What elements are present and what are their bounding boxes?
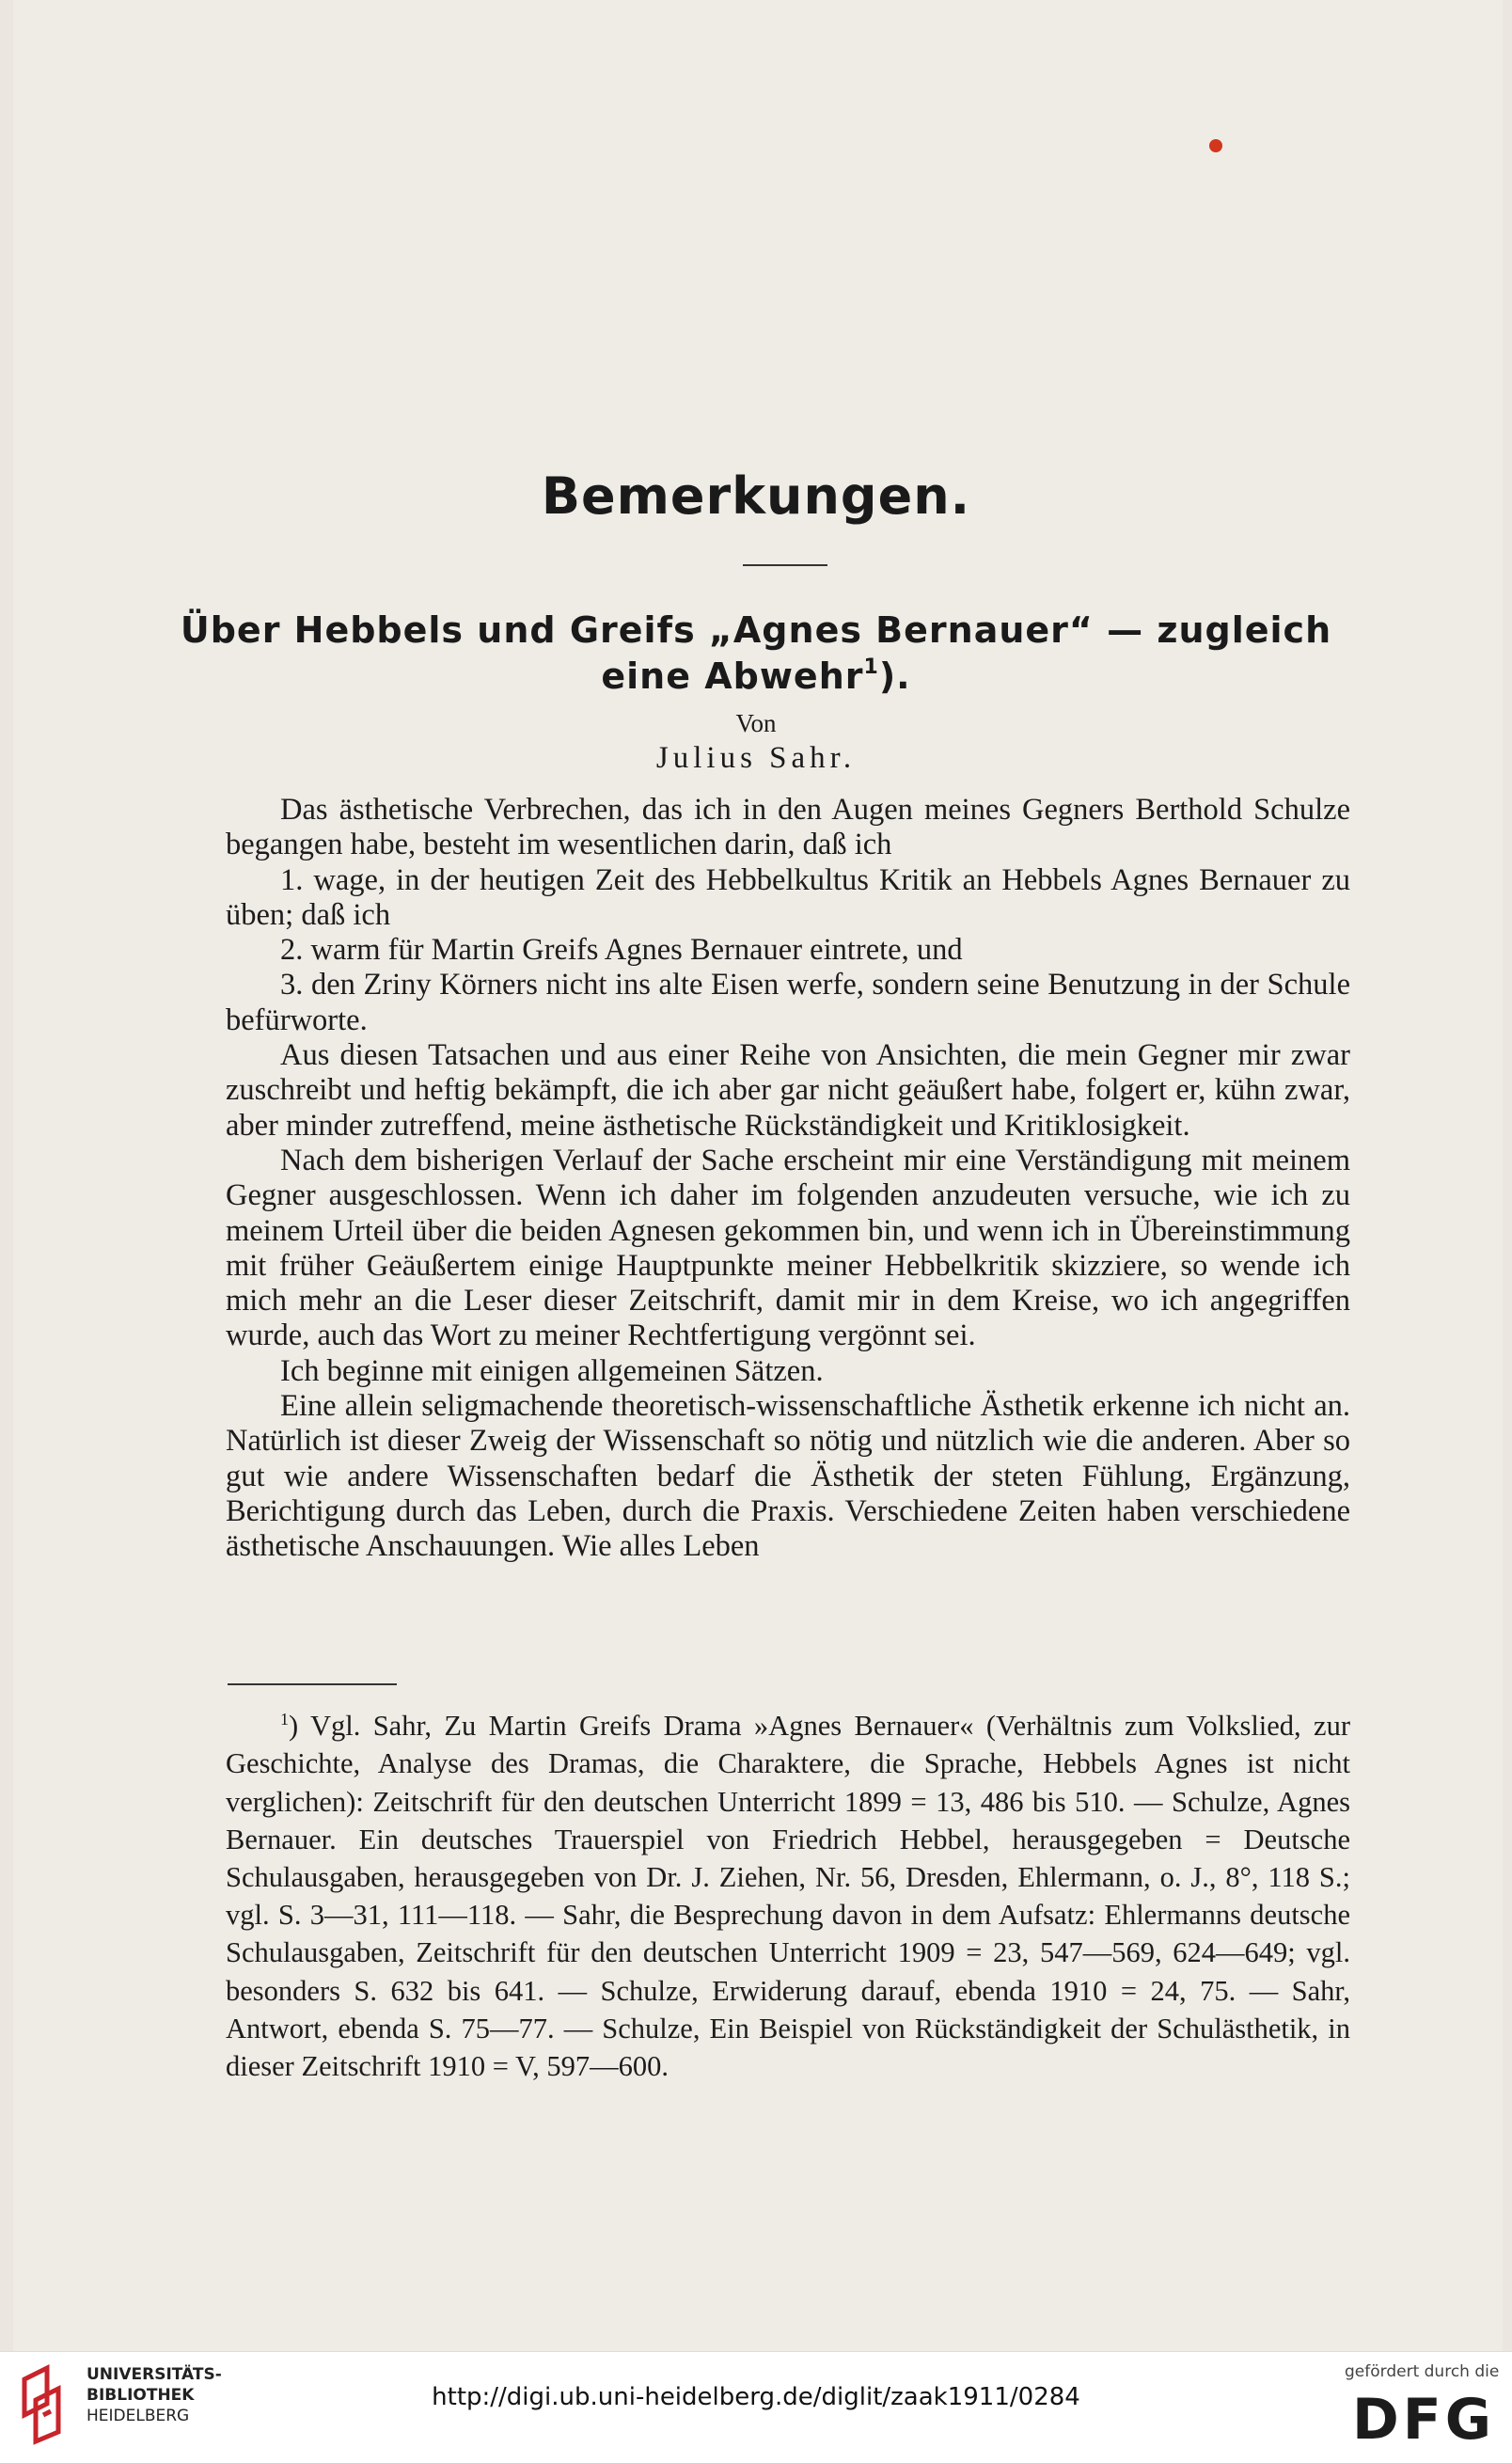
- library-line3: HEIDELBERG: [87, 2407, 190, 2425]
- paragraph: 1. wage, in der heutigen Zeit des Hebbelkultus Kritik an Hebbels Agnes Bernauer zu üben; daß ich: [226, 862, 1350, 932]
- footnote-mark: 1: [280, 1710, 289, 1729]
- article-title-line2-end: ).: [878, 655, 911, 697]
- dfg-logo: DFG: [1352, 2387, 1496, 2453]
- paragraph: 2. warm für Martin Greifs Agnes Bernauer eintrete, und: [280, 933, 963, 968]
- source-url-link[interactable]: http://digi.ub.uni-heidelberg.de/diglit/zaak1911/0284: [432, 2383, 1080, 2411]
- footnote-divider: [228, 1683, 397, 1685]
- sponsor-text: gefördert durch die: [1345, 2362, 1500, 2381]
- footnote-paragraph: [226, 1700, 1350, 2085]
- red-marker-dot: [1209, 139, 1222, 152]
- paragraph: Eine allein seligmachende theoretisch-wissenschaftliche Ästhetik erkenne ich nicht an. Natürlich ist dieser Zweig der Wissenschaft so nötig und nützlich wie die anderen. Aber so gut wie andere Wissenschaften bedarf die Ästhetik der steten Fühlung, Ergänzung, Berichtigung durch das Leben, durch die Praxis. Verschiedene Zeiten haben verschiedene ästhetische Anschauungen. Wie alles Leben: [226, 1389, 1350, 1564]
- byline-von: Von: [735, 709, 777, 737]
- paragraph: Nach dem bisherigen Verlauf der Sache erscheint mir eine Verständigung mit meinem Gegner ausgeschlossen. Wenn ich daher im folgenden anzudeuten versuche, wie ich zu meinem Urteil über die beiden Agnesen gekommen bin, und wenn ich in Übereinstimmung mit früher Geäußertem einige Hauptpunkte meiner Hebbelkritik skizziere, so wende ich mich mehr an die Leser dieser Zeitschrift, damit mir in dem Kreise, wo ich angegriffen wurde, auch das Wort zu meiner Rechtfertigung vergönnt sei.: [226, 1143, 1350, 1353]
- footnote-text: ) Vgl. Sahr, Zu Martin Greifs Drama »Agnes Bernauer« (Verhältnis zum Volkslied, zur Geschichte, Analyse des Dramas, die Charaktere, die Sprache, Hebbels Agnes ist nicht verglichen): Zeitschrift für den deutschen Unterricht 1899 = 13, 486 bis 510. — Schulze, Agnes Bernauer. Ein deutsches Trauerspiel von Friedrich Hebbel, herausgegeben = Deutsche Schulausgaben, herausgegeben von Dr. J. Ziehen, Nr. 56, Dresden, Ehlermann, o. J., 8°, 118 S.; vgl. S. 3—31, 111—118. — Sahr, die Besprechung davon in dem Aufsatz: Ehlermanns deutsche Schulausgaben, Zeitschrift für den deutschen Unterricht 1909 = 23, 547—569, 624—649; vgl. besonders S. 632 bis 641. — Schulze, Erwiderung darauf, ebenda 1910 = 24, 75. — Sahr, Antwort, ebenda S. 75—77. — Schulze, Ein Beispiel von Rückständigkeit der Schulästhetik, in dieser Zeitschrift 1910 = V, 597—600.: [226, 1710, 1350, 2082]
- paragraph: Das ästhetische Verbrechen, das ich in den Augen meines Gegners Berthold Schulze begangen habe, besteht im wesentlichen darin, daß ich: [226, 793, 1350, 862]
- paragraph: Aus diesen Tatsachen und aus einer Reihe von Ansichten, die mein Gegner mir zwar zuschreibt und heftig bekämpft, die ich aber gar nicht geäußert habe, folgert er, kühn zwar, aber minder zutreffend, meine ästhetische Rückständigkeit und Kritiklosigkeit.: [226, 1038, 1350, 1143]
- article-title-line2: [0, 655, 1512, 697]
- article-body: [226, 793, 1350, 1565]
- section-title: Bemerkungen.: [541, 466, 971, 526]
- author-name: Julius Sahr.: [655, 741, 857, 775]
- article-title-line1: Über Hebbels und Greifs „Agnes Bernauer“ — zugleich: [180, 609, 1332, 651]
- footnote: [226, 1700, 1350, 2085]
- library-line2: BIBLIOTHEK: [87, 2386, 195, 2405]
- paragraph: 3. den Zriny Körners nicht ins alte Eisen werfe, sondern seine Benutzung in der Schule befürworte.: [226, 968, 1350, 1037]
- article-title-line2-text: eine Abwehr: [601, 655, 864, 697]
- paragraph: Ich beginne mit einigen allgemeinen Sätzen.: [280, 1353, 824, 1388]
- title-divider: [743, 564, 827, 566]
- title-footnote-mark: 1: [863, 655, 879, 679]
- library-line1: UNIVERSITÄTS-: [87, 2365, 222, 2384]
